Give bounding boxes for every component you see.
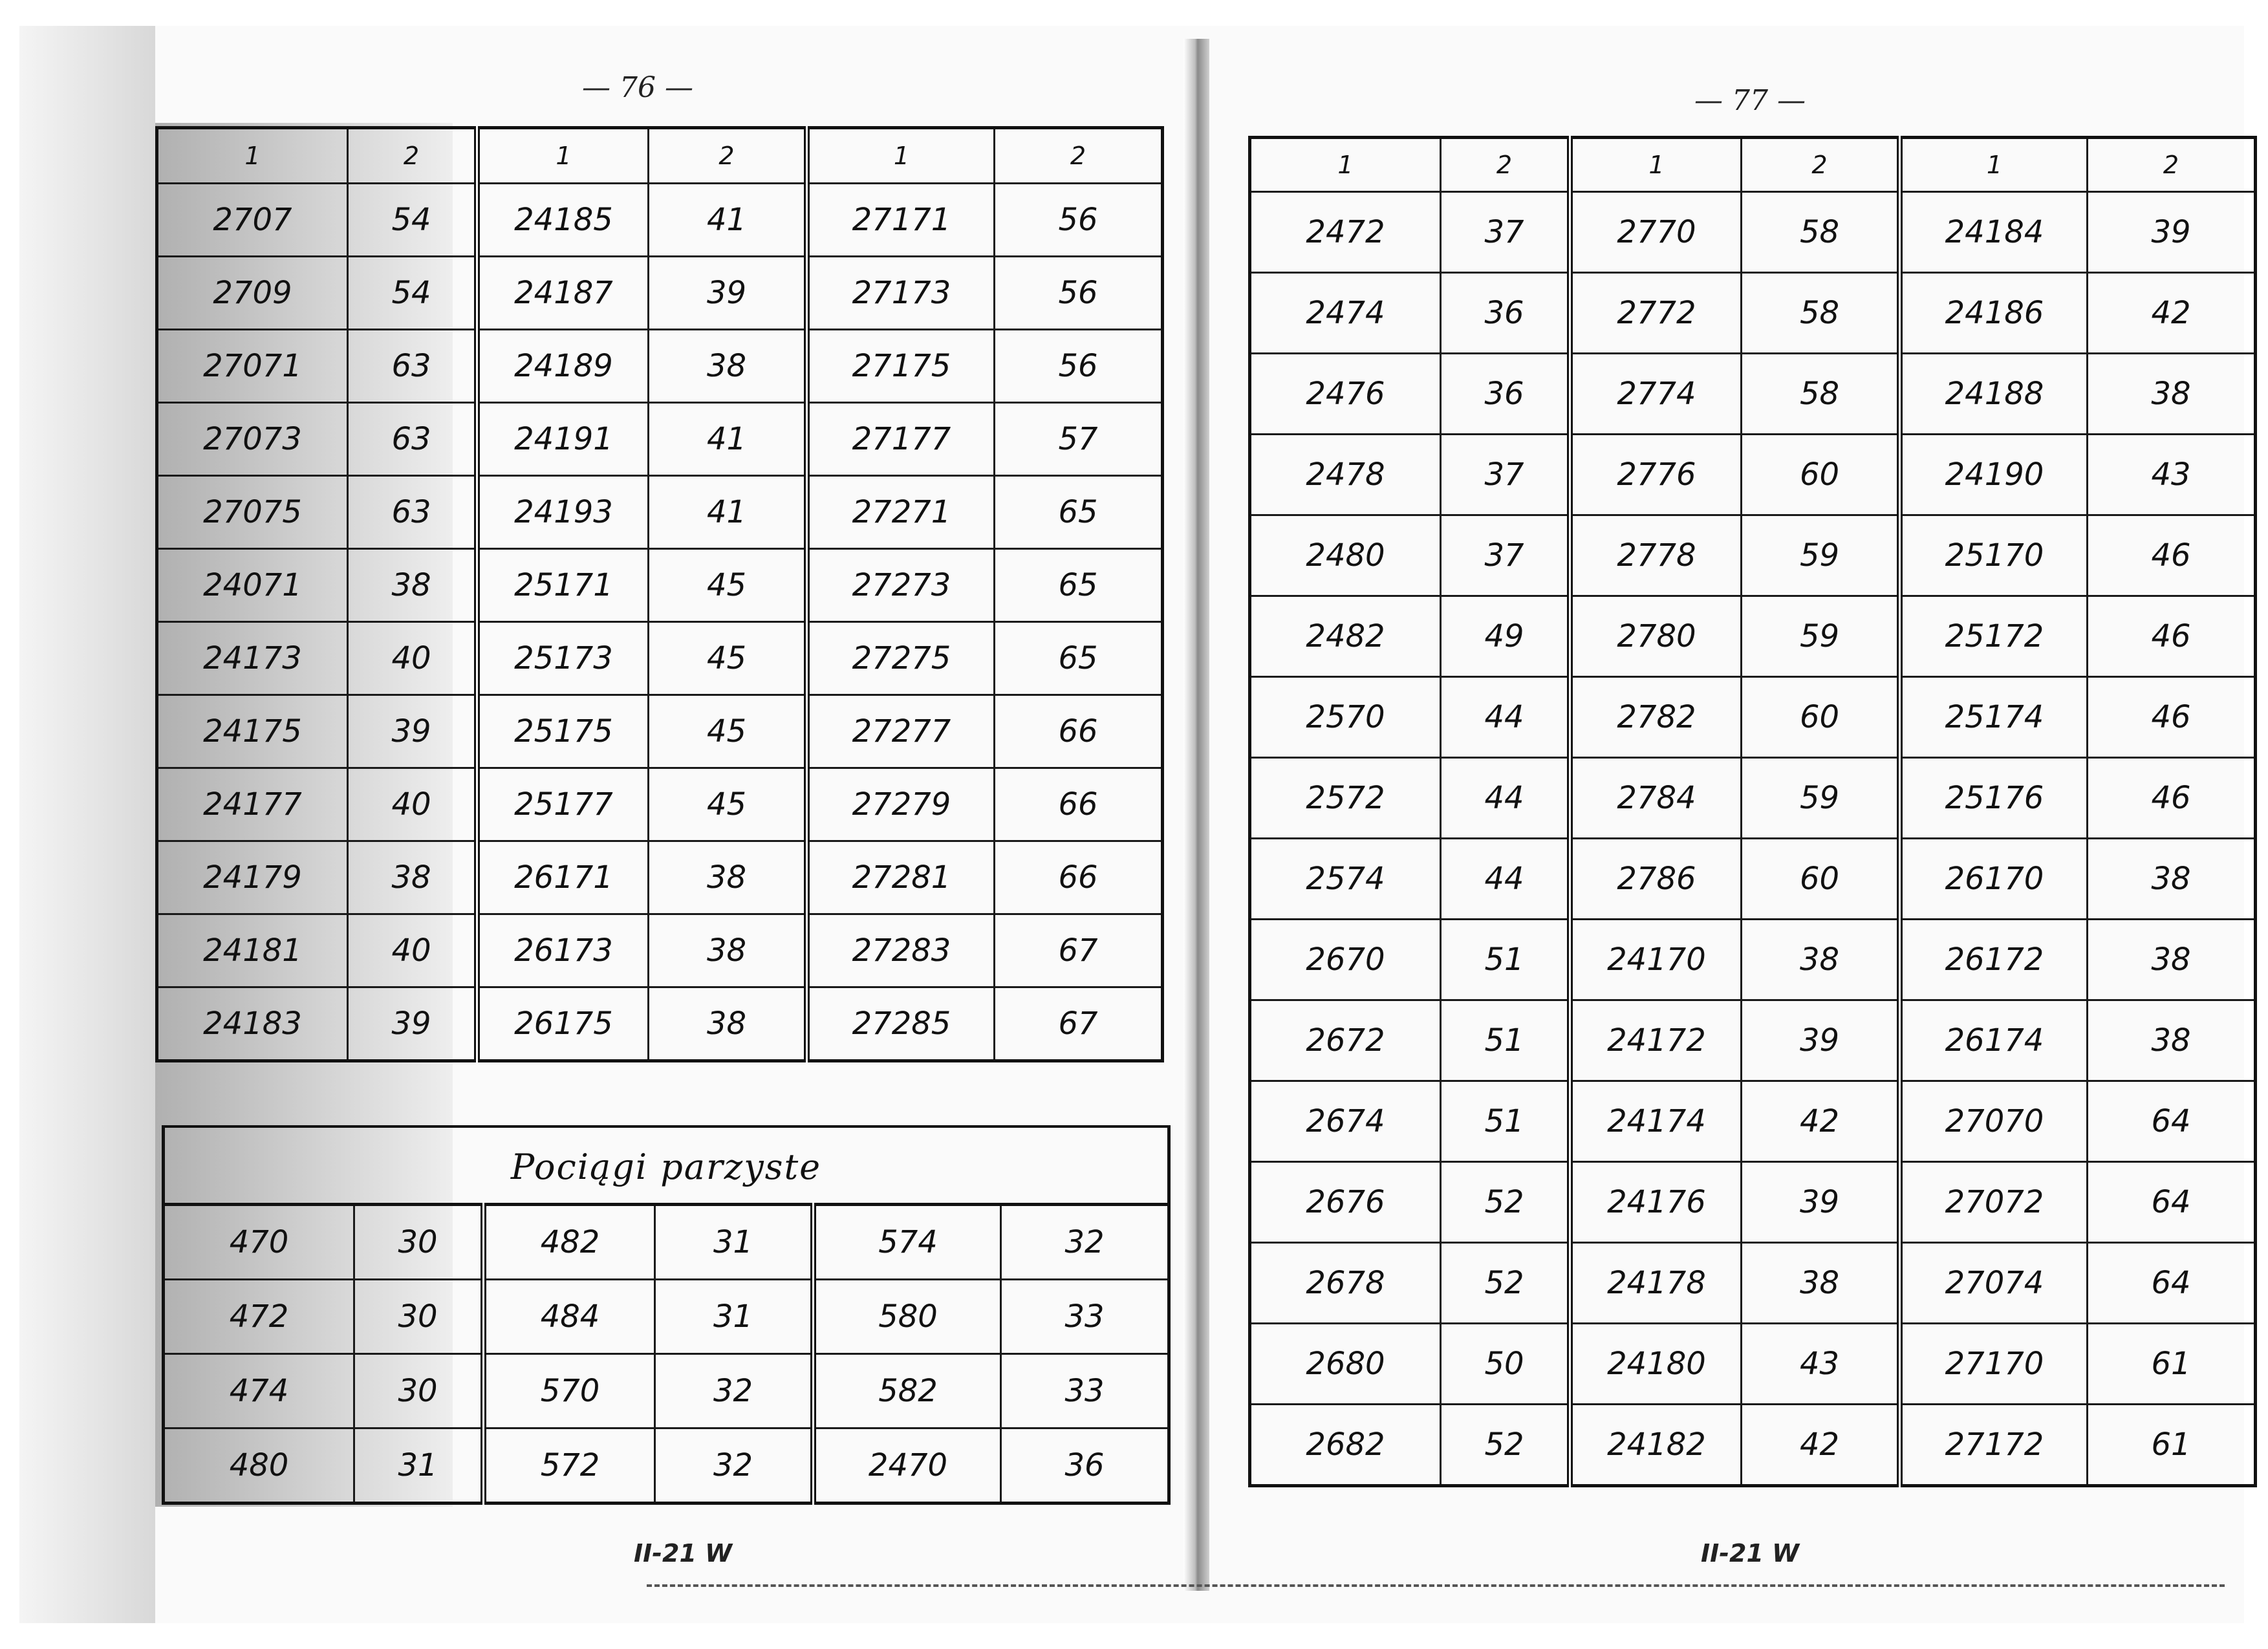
header-cell: 1 [1900,138,2088,192]
table-cell: 56 [995,184,1163,257]
table-cell: 38 [348,549,477,622]
table-row [157,987,1163,1061]
table-cell: 27073 [157,403,348,476]
table-cell: 24174 [1570,1081,1742,1162]
table-row [164,1280,1169,1354]
book-binding-edge [19,26,155,1623]
table-row [157,184,1163,257]
table-cell: 26175 [477,987,649,1061]
table-cell: 59 [1742,596,1900,677]
table-row [1250,1243,2256,1324]
header-cell: 2 [649,128,807,184]
table-cell: 2574 [1250,839,1441,920]
table-cell: 38 [649,914,807,987]
table-cell: 46 [2088,758,2256,839]
table-cell: 2772 [1570,273,1742,354]
table-cell: 27177 [807,403,995,476]
section-title-text: Pociągi parzyste [510,1146,822,1187]
table-cell: 24193 [477,476,649,549]
table-cell: 480 [164,1428,354,1503]
table-cell: 38 [649,841,807,914]
table-cell: 27075 [157,476,348,549]
table-row [1250,435,2256,515]
table-cell: 38 [649,330,807,403]
table-cell: 27074 [1900,1243,2088,1324]
table-cell: 46 [2088,596,2256,677]
table-cell: 60 [1742,839,1900,920]
table-cell: 31 [655,1280,814,1354]
header-cell: 1 [1570,138,1742,192]
table-cell: 2774 [1570,354,1742,435]
table-cell: 2476 [1250,354,1441,435]
table-cell: 2680 [1250,1324,1441,1405]
table-cell: 26172 [1900,920,2088,1000]
header-cell: 2 [1742,138,1900,192]
table-row [164,1354,1169,1428]
table-cell: 27281 [807,841,995,914]
table-cell: 31 [354,1428,484,1503]
table-cell: 49 [1441,596,1570,677]
table-cell: 582 [814,1354,1001,1428]
table-cell: 38 [1742,1243,1900,1324]
table-cell: 58 [1742,192,1900,273]
table-cell: 25176 [1900,758,2088,839]
table-cell: 2482 [1250,596,1441,677]
table-cell: 43 [1742,1324,1900,1405]
table-cell: 26173 [477,914,649,987]
table-row [1250,1324,2256,1405]
table-row [164,1428,1169,1503]
table-cell: 52 [1441,1405,1570,1486]
table-cell: 63 [348,476,477,549]
table-cell: 24172 [1570,1000,1742,1081]
table-cell: 59 [1742,515,1900,596]
table-cell: 45 [649,622,807,695]
table-cell: 42 [1742,1405,1900,1486]
table-cell: 2670 [1250,920,1441,1000]
table-cell: 32 [655,1354,814,1428]
table-cell: 24181 [157,914,348,987]
table-row [1250,1081,2256,1162]
table-cell: 24187 [477,257,649,330]
table-row [1250,354,2256,435]
table-cell: 27071 [157,330,348,403]
table-cell: 38 [1742,920,1900,1000]
table-row [157,476,1163,549]
table-cell: 24175 [157,695,348,768]
table-row [1250,596,2256,677]
table-cell: 30 [354,1280,484,1354]
table-cell: 30 [354,1354,484,1428]
table-cell: 58 [1742,354,1900,435]
table-cell: 572 [484,1428,655,1503]
table-cell: 24182 [1570,1405,1742,1486]
table-row [157,622,1163,695]
table-cell: 39 [1742,1000,1900,1081]
table-cell: 54 [348,184,477,257]
table-cell: 44 [1441,758,1570,839]
table-cell: 32 [1001,1205,1169,1280]
page-footer-code: II-21 W [1701,1539,1800,1568]
table-cell: 42 [2088,273,2256,354]
table-cell: 65 [995,476,1163,549]
table-cell: 27277 [807,695,995,768]
table-cell: 24191 [477,403,649,476]
table-cell: 25175 [477,695,649,768]
table-cell: 24177 [157,768,348,841]
table-cell: 59 [1742,758,1900,839]
table-cell: 41 [649,476,807,549]
table-cell: 38 [2088,839,2256,920]
table-cell: 56 [995,257,1163,330]
header-cell: 1 [157,128,348,184]
table-cell: 44 [1441,839,1570,920]
table-cell: 27275 [807,622,995,695]
table-cell: 2472 [1250,192,1441,273]
table-cell: 51 [1441,1081,1570,1162]
page-number: — 77 — [1694,84,1806,117]
table-cell: 24173 [157,622,348,695]
table-cell: 51 [1441,920,1570,1000]
table-cell: 24189 [477,330,649,403]
table-cell: 64 [2088,1162,2256,1243]
table-cell: 2572 [1250,758,1441,839]
table-cell: 26171 [477,841,649,914]
table-row [157,403,1163,476]
even-trains-table [162,1203,1171,1505]
table-cell: 43 [2088,435,2256,515]
table-cell: 2782 [1570,677,1742,758]
table-cell: 26170 [1900,839,2088,920]
table-cell: 61 [2088,1324,2256,1405]
table-cell: 63 [348,330,477,403]
table-row [1250,677,2256,758]
table-cell: 46 [2088,677,2256,758]
table-cell: 24190 [1900,435,2088,515]
table-cell: 2676 [1250,1162,1441,1243]
table-cell: 2709 [157,257,348,330]
table-cell: 2470 [814,1428,1001,1503]
table-cell: 2778 [1570,515,1742,596]
table-cell: 484 [484,1280,655,1354]
table-cell: 25173 [477,622,649,695]
table-cell: 2682 [1250,1405,1441,1486]
table-cell: 38 [2088,354,2256,435]
table-cell: 33 [1001,1354,1169,1428]
table-cell: 24186 [1900,273,2088,354]
table-cell: 27285 [807,987,995,1061]
table-cell: 2672 [1250,1000,1441,1081]
table-cell: 470 [164,1205,354,1280]
table-cell: 41 [649,403,807,476]
table-cell: 38 [348,841,477,914]
table-cell: 40 [348,914,477,987]
table-cell: 2570 [1250,677,1441,758]
table-cell: 44 [1441,677,1570,758]
table-cell: 27171 [807,184,995,257]
table-cell: 66 [995,768,1163,841]
table-cell: 66 [995,841,1163,914]
table-cell: 38 [649,987,807,1061]
table-cell: 2776 [1570,435,1742,515]
table-row [1250,1405,2256,1486]
table-cell: 31 [655,1205,814,1280]
table-row [1250,758,2256,839]
table-cell: 580 [814,1280,1001,1354]
table-cell: 64 [2088,1243,2256,1324]
table-row [157,768,1163,841]
table-cell: 24180 [1570,1324,1742,1405]
header-cell: 2 [348,128,477,184]
table-cell: 61 [2088,1405,2256,1486]
table-cell: 51 [1441,1000,1570,1081]
table-cell: 32 [655,1428,814,1503]
table-cell: 2474 [1250,273,1441,354]
table-cell: 67 [995,914,1163,987]
table-cell: 33 [1001,1280,1169,1354]
table-row [157,841,1163,914]
table-header-row [157,128,1163,184]
table-cell: 2678 [1250,1243,1441,1324]
table-cell: 65 [995,549,1163,622]
table-cell: 24071 [157,549,348,622]
table-row [157,257,1163,330]
table-cell: 27283 [807,914,995,987]
table-row [1250,1000,2256,1081]
table-cell: 36 [1441,273,1570,354]
header-cell: 1 [477,128,649,184]
table-cell: 52 [1441,1243,1570,1324]
table-cell: 38 [2088,1000,2256,1081]
table-row [1250,1162,2256,1243]
table-row [157,549,1163,622]
table-cell: 24183 [157,987,348,1061]
table-row [1250,515,2256,596]
table-row [164,1205,1169,1280]
bottom-perforation-line [647,1584,2225,1587]
table-cell: 57 [995,403,1163,476]
table-cell: 2674 [1250,1081,1441,1162]
table-cell: 2707 [157,184,348,257]
table-cell: 52 [1441,1162,1570,1243]
table-cell: 570 [484,1354,655,1428]
table-cell: 25174 [1900,677,2088,758]
table-cell: 42 [1742,1081,1900,1162]
table-cell: 60 [1742,677,1900,758]
table-cell: 25171 [477,549,649,622]
table-cell: 60 [1742,435,1900,515]
table-cell: 24178 [1570,1243,1742,1324]
table-cell: 27172 [1900,1405,2088,1486]
table-cell: 63 [348,403,477,476]
table-cell: 25170 [1900,515,2088,596]
table-cell: 64 [2088,1081,2256,1162]
table-cell: 24170 [1570,920,1742,1000]
table-cell: 39 [348,695,477,768]
table-cell: 27273 [807,549,995,622]
table-cell: 27175 [807,330,995,403]
table-cell: 56 [995,330,1163,403]
table-cell: 24176 [1570,1162,1742,1243]
table-cell: 50 [1441,1324,1570,1405]
table-cell: 574 [814,1205,1001,1280]
table-cell: 2480 [1250,515,1441,596]
table-cell: 27072 [1900,1162,2088,1243]
table-cell: 27070 [1900,1081,2088,1162]
right-page [1216,45,2251,1610]
table-cell: 27279 [807,768,995,841]
table-cell: 36 [1441,354,1570,435]
table-cell: 37 [1441,515,1570,596]
table-cell: 27173 [807,257,995,330]
table-cell: 39 [2088,192,2256,273]
table-cell: 2770 [1570,192,1742,273]
header-cell: 2 [995,128,1163,184]
table-header-row [1250,138,2256,192]
table-cell: 30 [354,1205,484,1280]
table-cell: 38 [2088,920,2256,1000]
header-cell: 2 [2088,138,2256,192]
page-number: — 76 — [582,71,693,104]
header-cell: 1 [807,128,995,184]
table-cell: 67 [995,987,1163,1061]
table-cell: 39 [348,987,477,1061]
table-cell: 40 [348,768,477,841]
table-cell: 482 [484,1205,655,1280]
table-cell: 24184 [1900,192,2088,273]
table-cell: 472 [164,1280,354,1354]
table-cell: 2478 [1250,435,1441,515]
table-cell: 65 [995,622,1163,695]
table-cell: 27271 [807,476,995,549]
table-cell: 36 [1001,1428,1169,1503]
table-row [157,330,1163,403]
table-cell: 40 [348,622,477,695]
table-cell: 24179 [157,841,348,914]
table-cell: 66 [995,695,1163,768]
table-row [1250,920,2256,1000]
table-cell: 25177 [477,768,649,841]
table-cell: 41 [649,184,807,257]
table-cell: 25172 [1900,596,2088,677]
table-row [1250,839,2256,920]
header-cell: 2 [1441,138,1570,192]
odd-trains-table [155,126,1164,1062]
table-cell: 2784 [1570,758,1742,839]
section-title-even-trains [162,1125,1171,1205]
table-cell: 26174 [1900,1000,2088,1081]
table-row [157,914,1163,987]
table-cell: 37 [1441,192,1570,273]
table-cell: 46 [2088,515,2256,596]
trains-table [1248,136,2257,1487]
table-row [157,695,1163,768]
table-cell: 45 [649,549,807,622]
table-cell: 54 [348,257,477,330]
table-cell: 2786 [1570,839,1742,920]
table-cell: 39 [1742,1162,1900,1243]
page-footer-code: II-21 W [634,1539,733,1568]
table-cell: 474 [164,1354,354,1428]
left-page [155,26,1190,1604]
table-cell: 37 [1441,435,1570,515]
header-cell: 1 [1250,138,1441,192]
table-cell: 58 [1742,273,1900,354]
table-cell: 27170 [1900,1324,2088,1405]
table-cell: 24185 [477,184,649,257]
table-cell: 2780 [1570,596,1742,677]
table-cell: 45 [649,695,807,768]
table-row [1250,273,2256,354]
table-cell: 45 [649,768,807,841]
table-row [1250,192,2256,273]
table-cell: 39 [649,257,807,330]
table-cell: 24188 [1900,354,2088,435]
